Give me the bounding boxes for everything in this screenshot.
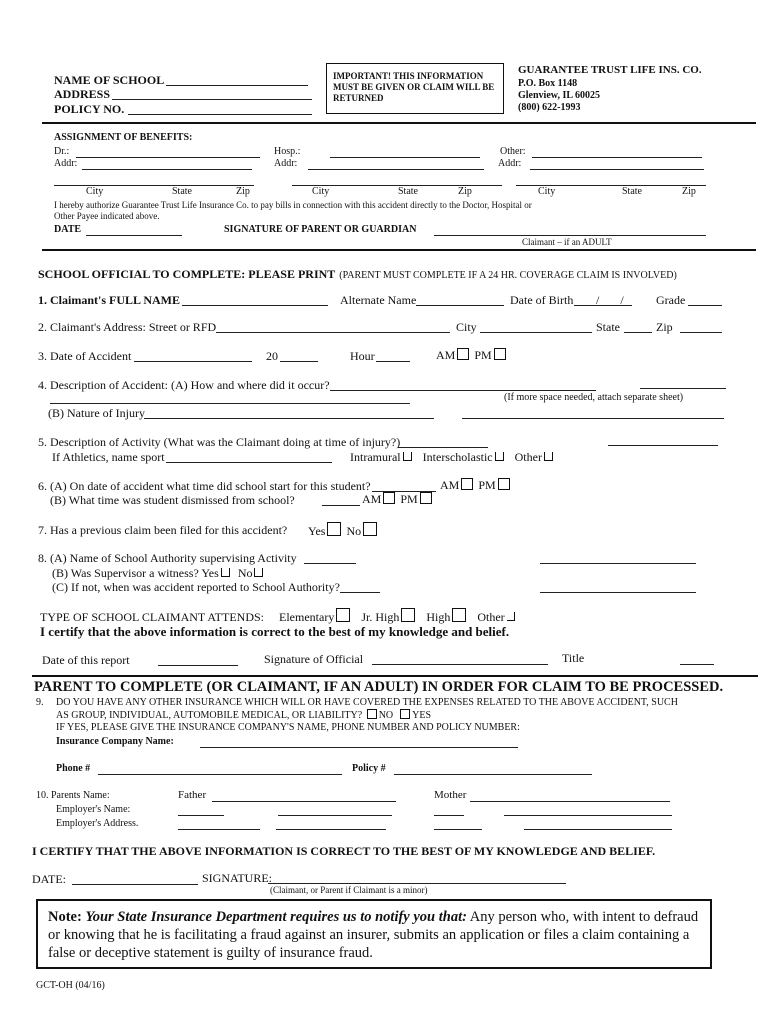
city-line-1[interactable]: [54, 185, 254, 186]
policy-no-label: POLICY NO.: [54, 102, 125, 116]
hosp-addr-field[interactable]: [308, 169, 484, 170]
name-of-school-label: NAME OF SCHOOL: [54, 73, 165, 87]
zip-label: Zip: [656, 320, 673, 334]
dismissed-am-checkbox[interactable]: [383, 492, 395, 504]
assignment-title: ASSIGNMENT OF BENEFITS:: [54, 132, 193, 143]
zip-field[interactable]: [680, 332, 722, 333]
phone-field[interactable]: [98, 774, 342, 775]
witness-no-checkbox[interactable]: [254, 568, 263, 577]
assignment-date-field[interactable]: [86, 235, 182, 236]
activity-field-2[interactable]: [608, 445, 718, 446]
witness-yes-checkbox[interactable]: [221, 568, 230, 577]
activity-field[interactable]: [398, 447, 488, 448]
claimant-adult-note: Claimant – if an ADULT: [522, 237, 612, 247]
title-label: Title: [562, 651, 585, 665]
state-label: State: [596, 320, 620, 334]
q9-text-3: IF YES, PLEASE GIVE THE INSURANCE COMPANY'S NAME, PHONE NUMBER AND POLICY NUMBER:: [56, 722, 520, 733]
grade-field[interactable]: [688, 305, 722, 306]
elementary-checkbox[interactable]: [336, 608, 350, 622]
q3-date-label: 3. Date of Accident: [38, 349, 132, 363]
q4b-nature-label: (B) Nature of Injury: [48, 406, 145, 420]
zip-label-3: Zip: [682, 186, 696, 197]
hour-label: Hour: [350, 349, 375, 363]
insurance-company-field[interactable]: [200, 747, 518, 748]
nature-field-2[interactable]: [462, 418, 724, 419]
q9-number: 9.: [36, 697, 44, 708]
authorize-text-2: Other Payee indicated above.: [54, 211, 160, 221]
accident-date-field[interactable]: [134, 361, 252, 362]
employer-name-label: Employer's Name:: [56, 804, 131, 815]
policy-field[interactable]: [394, 774, 592, 775]
phone-label: Phone #: [56, 763, 91, 774]
jrhigh-checkbox[interactable]: [401, 608, 415, 622]
dob-field[interactable]: [574, 305, 632, 306]
assignment-date-label: DATE: [54, 224, 82, 235]
q4-description-label: 4. Description of Accident: (A) How and where did it occur?: [38, 378, 330, 392]
sport-field[interactable]: [166, 462, 332, 463]
alternate-name-label: Alternate Name: [340, 293, 417, 307]
full-name-field[interactable]: [182, 305, 328, 306]
school-divider: [32, 675, 758, 677]
accident-ampm: AM PM: [436, 348, 508, 363]
assignment-divider: [42, 249, 756, 251]
city-label: City: [456, 320, 477, 334]
dr-addr-label: Addr:: [54, 158, 78, 169]
parents-name-label: 10. Parents Name:: [36, 790, 110, 801]
sport-other-checkbox[interactable]: [544, 452, 553, 461]
company-name: GUARANTEE TRUST LIFE INS. CO.: [518, 64, 702, 76]
parent-signature-field[interactable]: [434, 235, 706, 236]
dismissed-pm-checkbox[interactable]: [420, 492, 432, 504]
employer-address-label: Employer's Address.: [56, 818, 139, 829]
dr-addr-field[interactable]: [82, 169, 252, 170]
more-space-note: (If more space needed, attach separate sheet): [504, 392, 684, 403]
parent-heading: PARENT TO COMPLETE (OR CLAIMANT, IF AN ADULT) IN ORDER FOR CLAIM TO BE PROCESSED.: [34, 679, 724, 695]
mother-employer-field[interactable]: [434, 815, 464, 816]
nature-field[interactable]: [144, 418, 434, 419]
policy-label: Policy #: [352, 763, 386, 774]
accident-year-field[interactable]: [280, 361, 318, 362]
hour-field[interactable]: [376, 361, 410, 362]
company-box: P.O. Box 1148: [518, 78, 578, 89]
parent-certify: I CERTIFY THAT THE ABOVE INFORMATION IS CORRECT TO THE BEST OF MY KNOWLEDGE AND BELIEF.: [32, 844, 656, 858]
signature-official-field[interactable]: [372, 664, 548, 665]
accident-am-checkbox[interactable]: [457, 348, 469, 360]
school-other-checkbox[interactable]: [507, 612, 515, 621]
school-type-row: TYPE OF SCHOOL CLAIMANT ATTENDS: Elementary Jr. High High Other: [40, 608, 517, 625]
city-field[interactable]: [480, 332, 592, 333]
zip-label-2: Zip: [458, 186, 472, 197]
dob-label: Date of Birth: [510, 293, 574, 307]
other-insurance-yes-checkbox[interactable]: [400, 709, 410, 719]
father-employer-address-field-2[interactable]: [276, 829, 386, 830]
other-field[interactable]: [532, 157, 702, 158]
q6b-label: (B) What time was student dismissed from school?: [50, 493, 295, 507]
hosp-addr-label: Addr:: [274, 158, 298, 169]
signature-note: (Claimant, or Parent if Claimant is a minor): [270, 885, 428, 895]
father-label: Father: [178, 789, 207, 801]
other-addr-field[interactable]: [530, 169, 704, 170]
mother-name-field[interactable]: [470, 801, 670, 802]
other-addr-label: Addr:: [498, 158, 522, 169]
address-field[interactable]: [112, 99, 312, 100]
address-label: ADDRESS: [54, 87, 111, 101]
title-field[interactable]: [680, 664, 714, 665]
mother-label: Mother: [434, 789, 467, 801]
parent-date-field[interactable]: [72, 884, 198, 885]
signature-official-label: Signature of Official: [264, 652, 364, 666]
form-id: GCT-OH (04/16): [36, 980, 105, 991]
state-label-3: State: [622, 186, 642, 197]
intramural-checkbox[interactable]: [403, 452, 412, 461]
dismissed-field[interactable]: [322, 505, 360, 506]
grade-label: Grade: [656, 293, 686, 307]
dr-label: Dr.:: [54, 146, 70, 157]
mother-employer-address-field-2[interactable]: [524, 829, 672, 830]
q5-activity-label: 5. Description of Activity (What was the Claimant doing at time of injury?): [38, 435, 401, 449]
parent-date-label: DATE:: [32, 872, 66, 886]
city-label-1: City: [86, 186, 104, 197]
authorize-text: I hereby authorize Guarantee Trust Life Insurance Co. to pay bills in connection with this accident directly to the Doctor, Hospital or: [54, 200, 532, 210]
description-line-2[interactable]: [50, 403, 410, 404]
date-of-report-label: Date of this report: [42, 653, 130, 667]
state-field[interactable]: [624, 332, 652, 333]
accident-pm-checkbox[interactable]: [494, 348, 506, 360]
parent-signature-label: SIGNATURE OF PARENT OR GUARDIAN: [224, 224, 417, 235]
company-phone: (800) 622-1993: [518, 102, 581, 113]
note-lead: Note:: [48, 909, 82, 925]
how-where-field[interactable]: [330, 390, 596, 391]
how-where-field-2[interactable]: [640, 388, 726, 389]
note-italic: Your State Insurance Department requires us to notify you that:: [85, 909, 467, 925]
q2-address-label: 2. Claimant's Address: Street or RFD: [38, 320, 217, 334]
start-am-checkbox[interactable]: [461, 478, 473, 490]
policy-no-field[interactable]: [128, 114, 312, 115]
q1-full-name-label: 1. Claimant's FULL NAME: [38, 293, 181, 307]
q9-text-1: DO YOU HAVE ANY OTHER INSURANCE WHICH WILL OR HAVE COVERED THE EXPENSES RELATED TO THE ABOVE ACCIDENT, SUCH: [56, 697, 678, 708]
high-checkbox[interactable]: [452, 608, 466, 622]
other-insurance-no-checkbox[interactable]: [367, 709, 377, 719]
father-name-field[interactable]: [212, 801, 396, 802]
insurance-company-label: Insurance Company Name:: [56, 736, 174, 747]
alternate-name-field[interactable]: [416, 305, 504, 306]
name-of-school-field[interactable]: [166, 85, 308, 86]
year-prefix: 20: [266, 349, 278, 363]
previous-claim-yes-checkbox[interactable]: [327, 522, 341, 536]
dob-separators: / /: [596, 293, 624, 307]
father-employer-field-2[interactable]: [278, 815, 392, 816]
city-label-2: City: [312, 186, 330, 197]
q8a-label: 8. (A) Name of School Authority supervising Activity: [38, 551, 297, 565]
important-box: [326, 63, 504, 114]
hosp-label: Hosp.:: [274, 146, 301, 157]
state-label-1: State: [172, 186, 192, 197]
reported-when-field-2[interactable]: [540, 592, 696, 593]
other-label: Other:: [500, 146, 526, 157]
sport-type-options: Intramural Interscholastic Other: [350, 450, 555, 465]
company-city: Glenview, IL 60025: [518, 90, 600, 101]
mother-employer-address-field[interactable]: [434, 829, 482, 830]
start-pm-checkbox[interactable]: [498, 478, 510, 490]
previous-claim-no-checkbox[interactable]: [363, 522, 377, 536]
sport-label: If Athletics, name sport: [52, 450, 165, 464]
dismissed-ampm: AM PM: [362, 492, 434, 507]
date-of-report-field[interactable]: [158, 665, 238, 666]
q8b-label: (B) Was Supervisor a witness? Yes No: [52, 566, 265, 581]
dr-field[interactable]: [76, 157, 260, 158]
interscholastic-checkbox[interactable]: [495, 452, 504, 461]
supervisor-name-field[interactable]: [304, 563, 356, 564]
zip-label-1: Zip: [236, 186, 250, 197]
parent-signature-label-2: SIGNATURE:: [202, 871, 273, 885]
q7-label: 7. Has a previous claim been filed for this accident?: [38, 523, 288, 537]
note-body: Any person who, with intent to defraud or knowing that he is facilitating a fraud against an insurer, submits an application or files a claim containing a false or deceptive statement is guilty of insurance fraud.: [48, 909, 699, 961]
father-employer-field[interactable]: [178, 815, 224, 816]
city-label-3: City: [538, 186, 556, 197]
important-text: IMPORTANT! THIS INFORMATION MUST BE GIVEN OR CLAIM WILL BE RETURNED: [333, 71, 495, 103]
q6a-label: 6. (A) On date of accident what time did school start for this student?: [38, 479, 371, 493]
street-field[interactable]: [216, 332, 450, 333]
parent-signature-field-2[interactable]: [268, 883, 566, 884]
reported-when-field[interactable]: [340, 592, 380, 593]
school-certify: I certify that the above information is correct to the best of my knowledge and belief.: [40, 624, 510, 639]
q8c-label: (C) If not, when was accident reported to School Authority?: [52, 580, 340, 594]
q9-text-2: AS GROUP, INDIVIDUAL, AUTOMOBILE MEDICAL, OR LIABILITY? NO YES: [56, 710, 432, 721]
header-divider: [42, 122, 756, 124]
state-label-2: State: [398, 186, 418, 197]
previous-claim-options: Yes No: [308, 522, 379, 539]
hosp-field[interactable]: [330, 157, 480, 158]
mother-employer-field-2[interactable]: [504, 815, 672, 816]
supervisor-name-field-2[interactable]: [540, 563, 696, 564]
father-employer-address-field[interactable]: [178, 829, 260, 830]
start-ampm: AM PM: [440, 478, 512, 493]
school-heading: SCHOOL OFFICIAL TO COMPLETE: PLEASE PRINT (PARENT MUST COMPLETE IF A 24 HR. COVERAGE CLAIM IS INVOLVED): [38, 267, 677, 281]
fraud-note-box: [36, 899, 712, 969]
